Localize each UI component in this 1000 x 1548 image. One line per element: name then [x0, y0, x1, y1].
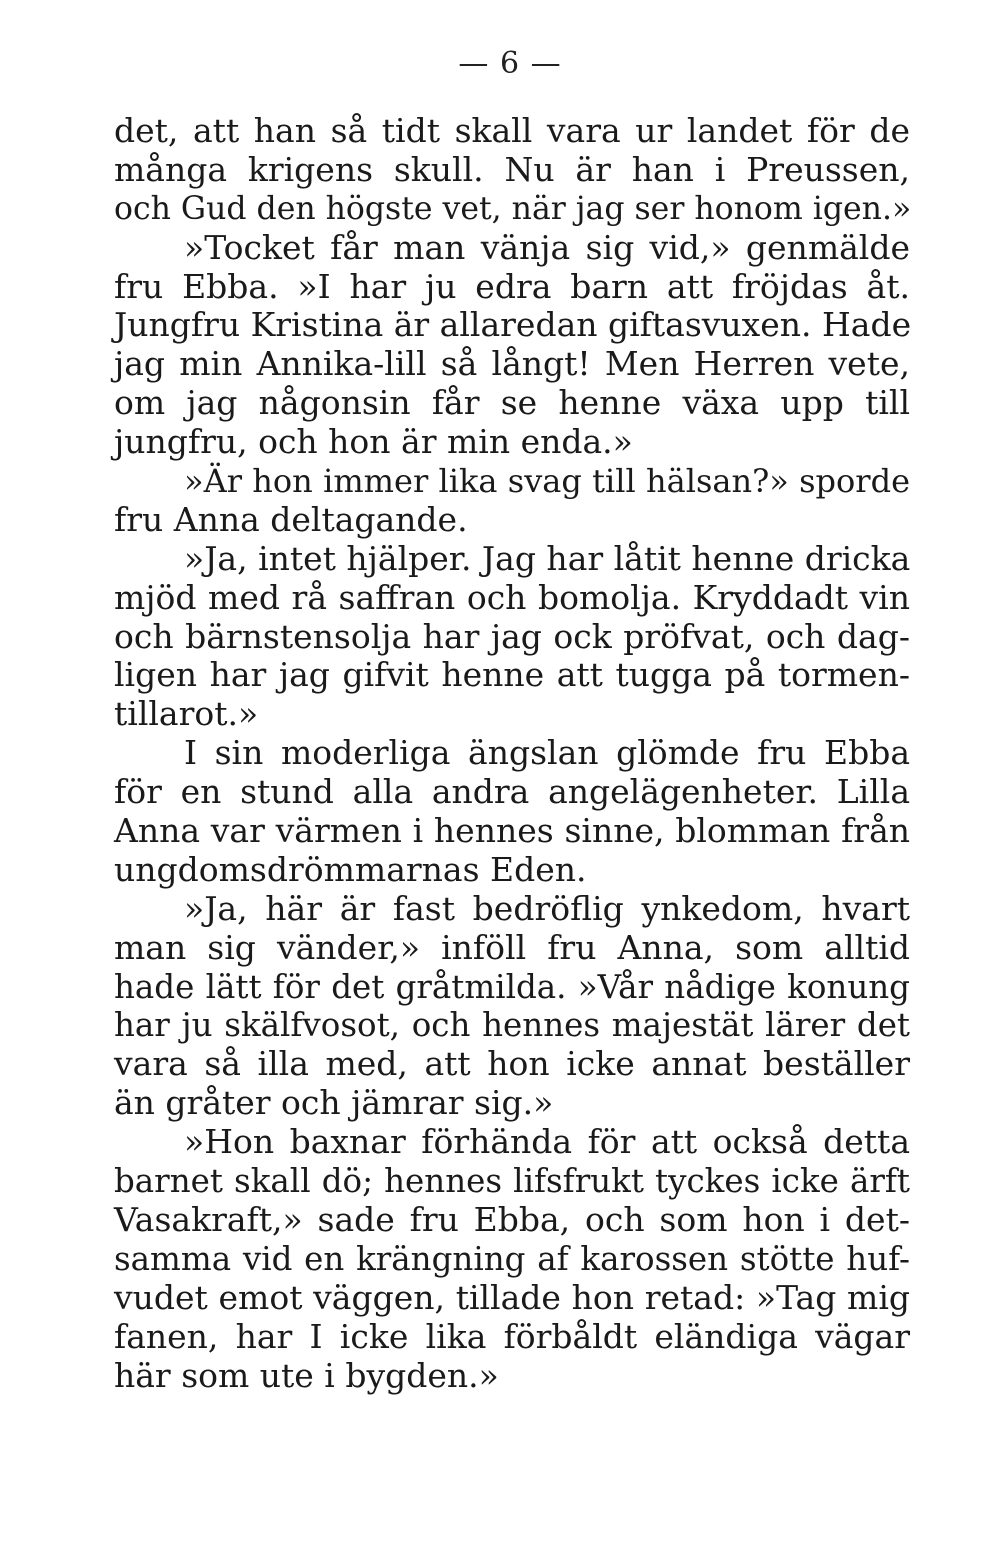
- text-line: här som ute i bygden.»: [114, 1355, 499, 1395]
- text-line: om jag någonsin får se henne växa upp till: [114, 383, 910, 423]
- text-line: hade lätt för det gråtmilda. »Vår nådige konung: [114, 967, 910, 1006]
- text-line: och bärnstensolja har jag ock pröfvat, och dag-: [114, 616, 910, 656]
- text-line: ligen har jag gifvit henne att tugga på tormen-: [114, 655, 910, 695]
- text-line: »Är hon immer lika svag till hälsan?» sporde: [184, 462, 910, 501]
- text-line: man sig vänder,» inföll fru Anna, som alltid: [114, 927, 910, 967]
- text-line: Anna var värmen i hennes sinne, blomman från: [114, 811, 910, 851]
- text-line: Jungfru Kristina är allaredan giftasvuxen. Hade: [114, 305, 912, 345]
- text-line: än gråter och jämrar sig.»: [114, 1083, 554, 1123]
- text-line: samma vid en krängning af karossen stötte huf-: [114, 1239, 910, 1278]
- text-line: »Hon baxnar förhända för att också detta: [184, 1122, 910, 1162]
- text-line: fru Anna deltagande.: [114, 499, 468, 539]
- text-line: ungdomsdrömmarnas Eden.: [114, 849, 587, 889]
- text-line: det, att han så tidt skall vara ur landet för de: [114, 111, 910, 150]
- text-line: jag min Annika-lill så långt! Men Herren vete,: [114, 344, 910, 384]
- text-line: mjöd med rå saffran och bomolja. Kryddadt vin: [114, 577, 910, 617]
- text-line: tillarot.»: [114, 694, 259, 734]
- text-line: för en stund alla andra angelägenheter. Lilla: [114, 772, 910, 812]
- text-line: »Ja, här är fast bedröflig ynkedom, hvart: [184, 888, 910, 928]
- text-line: fanen, har I icke lika förbåldt eländiga vägar: [114, 1316, 910, 1356]
- text-line: »Ja, intet hjälper. Jag har låtit henne dricka: [184, 538, 911, 578]
- text-line: vudet emot väggen, tillade hon retad: »Tag mig: [114, 1277, 910, 1317]
- text-line: I sin moderliga ängslan glömde fru Ebba: [184, 733, 910, 773]
- text-line: vara så illa med, att hon icke annat beställer: [114, 1044, 910, 1084]
- text-line: fru Ebba. »I har ju edra barn att fröjdas åt.: [114, 266, 910, 306]
- body-text: [114, 112, 910, 1395]
- text-line: har ju skälfvosot, och hennes majestät lärer det: [114, 1006, 910, 1045]
- text-line: många krigens skull. Nu är han i Preussen,: [114, 149, 910, 189]
- text-line: Vasakraft,» sade fru Ebba, och som hon i det-: [114, 1199, 910, 1239]
- text-line: jungfru, och hon är min enda.»: [114, 422, 633, 462]
- text-line: »Tocket får man vänja sig vid,» genmälde: [184, 227, 910, 267]
- page-number: — 6 —: [458, 46, 562, 81]
- text-line: och Gud den högste vet, när jag ser honom igen.»: [114, 190, 912, 227]
- text-line: barnet skall dö; hennes lifsfrukt tyckes icke ärft: [114, 1162, 910, 1201]
